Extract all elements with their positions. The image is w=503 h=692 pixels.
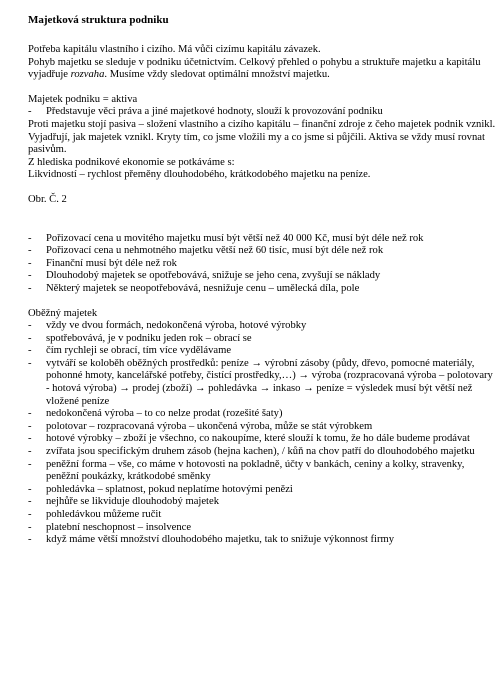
list-item: - hotové výrobky – zboží je všechno, co nakoupíme, které slouží k tomu, že ho dále budeme prodávat: [28, 433, 498, 446]
figure-label: Obr. Č. 2: [28, 193, 67, 205]
list-item: - peněžní forma – vše, co máme v hotovosti na pokladně, účty v bankách, ceniny a kolky, stravenky, peněžní poukázky, krátkodobé směnky: [28, 459, 498, 484]
rozvaha-term: rozvaha: [70, 69, 105, 81]
list-item: - když máme větší množství dlouhodobého majetku, tak to snižuje výkonnost firmy: [28, 534, 498, 547]
list-item: - čím rychleji se obrací, tím více vydělávame: [28, 345, 498, 358]
current-assets-heading: Oběžný majetek: [28, 307, 98, 319]
list-item: - zvířata jsou specifickým druhem zásob (hejna kachen), / kůň na chov patří do dlouhodobého majetku: [28, 446, 498, 459]
assets-text-3: Likvidností – rychlost přeměny dlouhodobého, krátkodobého majetku na peníze.: [28, 169, 371, 181]
assets-text-1: Proti majetku stojí pasiva – složení vlastního a cizího kapitálu – finanční zdroje z čeho majetek podnik vznikl. Vyjadřují, jak majetek vznikl. Kryty tím, co jsme vložili my a co jsme si půjčili. Aktiva se vždy musí rovnat pasivům.: [28, 118, 496, 156]
assets-text-2: Z hlediska podnikové ekonomie se potkáváme s:: [28, 156, 235, 168]
intro-line-2b: . Musíme vždy sledovat optimální množství majetku.: [104, 69, 330, 81]
list-item: - Některý majetek se neopotřebovává, nesnižuje cenu – umělecká díla, pole: [28, 283, 498, 296]
list-item: - pohledávka – splatnost, pokud neplatíme hotovými penězi: [28, 484, 498, 497]
spacer: [28, 82, 498, 94]
list-item: - pohledávkou můžeme ručit: [28, 509, 498, 522]
intro-line-1: Potřeba kapitálu vlastního i cizího. Má vůči cizímu kapitálu závazek.: [28, 44, 321, 55]
long-term-list: [28, 233, 498, 296]
list-item: - Dlouhodobý majetek se opotřebovává, snižuje se jeho cena, zvyšují se náklady: [28, 270, 498, 283]
list-item: - Představuje věci práva a jiné majetkové hodnoty, slouží k provozování podniku: [28, 106, 498, 119]
intro-line-2a: Pohyb majetku se sleduje v podniku účetnictvím. Celkový přehled o pohybu a struktuře majetku a kapitálu vyjadřuje: [28, 56, 481, 81]
list-item: - nedokončená výroba – to co nelze prodat (rozešité šaty): [28, 408, 498, 421]
spacer: [28, 182, 498, 194]
current-assets-list: [28, 320, 498, 547]
list-item: - spotřebovává, je v podniku jeden rok – obrací se: [28, 333, 498, 346]
list-item: - polotovar – rozpracovaná výroba – ukončená výroba, může se stát výrobkem: [28, 421, 498, 434]
spacer: [28, 296, 498, 308]
assets-list: [28, 106, 498, 119]
document-body: [28, 14, 498, 547]
assets-heading: Majetek podniku = aktiva: [28, 93, 138, 105]
list-item: - vždy ve dvou formách, nedokončená výroba, hotové výrobky: [28, 320, 498, 333]
list-item: - nejhůře se likviduje dlouhodobý majetek: [28, 496, 498, 509]
list-item: - platební neschopnost – insolvence: [28, 522, 498, 535]
page-title: Majetková struktura podniku: [28, 14, 169, 26]
spacer: [28, 207, 498, 233]
list-item: - Pořizovací cena u nehmotného majetku větší než 60 tisíc, musí být déle než rok: [28, 245, 498, 258]
list-item: - Pořizovací cena u movitého majetku musí být větší než 40 000 Kč, musí být déle než rok: [28, 233, 498, 246]
list-item: - Finanční musí být déle než rok: [28, 258, 498, 271]
intro-line-2: [28, 57, 498, 82]
list-item: - vytváří se koloběh oběžných prostředků: peníze → výrobní zásoby (půdy, dřevo, pomocné materiály, pohonné hmoty, kancelářské potřeby, čistící prostředky,…) → výroba (rozpracovaná výroba – polotovary - hotová výroba) → prodej (zboží) → pohledávka → inkaso → peníze = výsledek musí být větší než vložené peníze: [28, 358, 498, 408]
